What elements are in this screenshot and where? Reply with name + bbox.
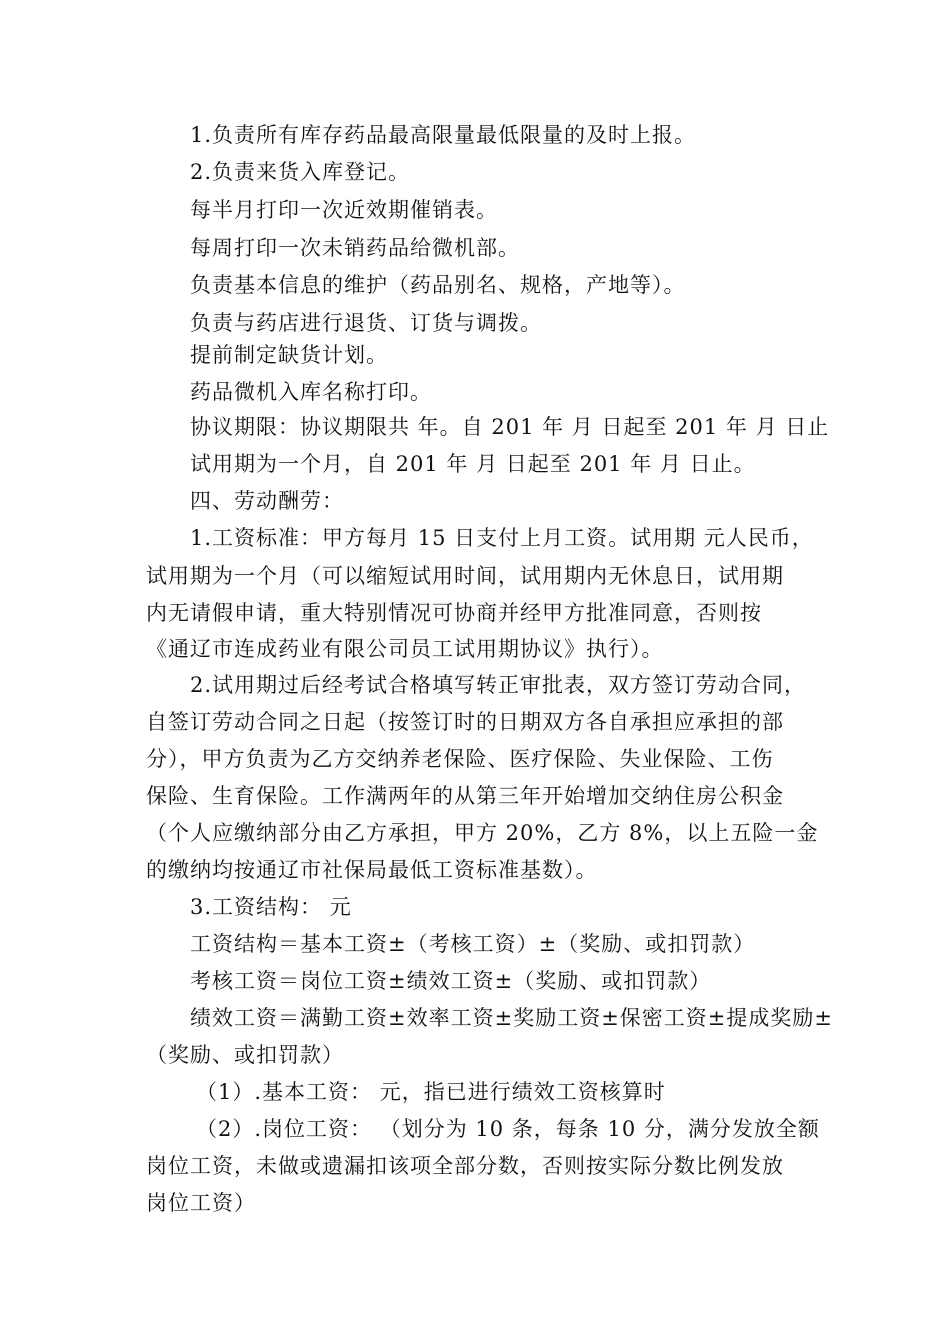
text-line: 2.负责来货入库登记。 <box>190 160 411 184</box>
text-line: 的缴纳均按通辽市社保局最低工资标准基数）。 <box>146 858 598 882</box>
text-line: 试用期为一个月（可以缩短试用时间，试用期内无休息日，试用期 <box>146 564 784 588</box>
text-line: 试用期为一个月，自 201 年 月 日起至 201 年 月 日止。 <box>190 452 756 476</box>
text-line: 岗位工资，未做或遗漏扣该项全部分数，否则按实际分数比例发放 <box>146 1154 784 1178</box>
text-line: （奖励、或扣罚款） <box>146 1043 344 1067</box>
text-line: 负责与药店进行退货、订货与调拨。 <box>190 311 542 335</box>
text-line: 1.负责所有库存药品最高限量最低限量的及时上报。 <box>190 123 697 147</box>
text-line: 考核工资＝岗位工资±绩效工资±（奖励、或扣罚款） <box>190 969 712 993</box>
text-line: （1）.基本工资： 元，指已进行绩效工资核算时 <box>196 1080 666 1104</box>
text-line: 提前制定缺货计划。 <box>190 343 388 367</box>
text-line: 3.工资结构： 元 <box>190 895 352 919</box>
text-line: 分），甲方负责为乙方交纳养老保险、医疗保险、失业保险、工伤 <box>146 747 774 771</box>
text-line: 绩效工资＝满勤工资±效率工资±奖励工资±保密工资±提成奖励± <box>190 1006 833 1030</box>
text-line: 每半月打印一次近效期催销表。 <box>190 198 498 222</box>
text-line: 1.工资标准：甲方每月 15 日支付上月工资。试用期 元人民币， <box>190 526 814 550</box>
text-line: （个人应缴纳部分由乙方承担，甲方 20%，乙方 8%，以上五险一金 <box>146 821 819 845</box>
text-line: 自签订劳动合同之日起（按签订时的日期双方各自承担应承担的部 <box>146 710 784 734</box>
text-line: 协议期限：协议期限共 年。自 201 年 月 日起至 201 年 月 日止 <box>190 415 830 439</box>
text-line: （2）.岗位工资： （划分为 10 条，每条 10 分，满分发放全额 <box>196 1117 820 1141</box>
text-line: 《通辽市连成药业有限公司员工试用期协议》执行）。 <box>146 637 664 661</box>
text-line: 内无请假申请，重大特别情况可协商并经甲方批准同意，否则按 <box>146 601 762 625</box>
text-line: 岗位工资） <box>146 1191 256 1215</box>
text-line: 药品微机入库名称打印。 <box>190 380 432 404</box>
section-heading: 四、劳动酬劳： <box>190 489 344 513</box>
text-line: 工资结构＝基本工资±（考核工资）±（奖励、或扣罚款） <box>190 932 756 956</box>
text-line: 保险、生育保险。工作满两年的从第三年开始增加交纳住房公积金 <box>146 784 784 808</box>
text-line: 每周打印一次未销药品给微机部。 <box>190 236 520 260</box>
text-line: 2.试用期过后经考试合格填写转正审批表，双方签订劳动合同， <box>190 673 807 697</box>
text-line: 负责基本信息的维护（药品别名、规格，产地等）。 <box>190 273 686 297</box>
